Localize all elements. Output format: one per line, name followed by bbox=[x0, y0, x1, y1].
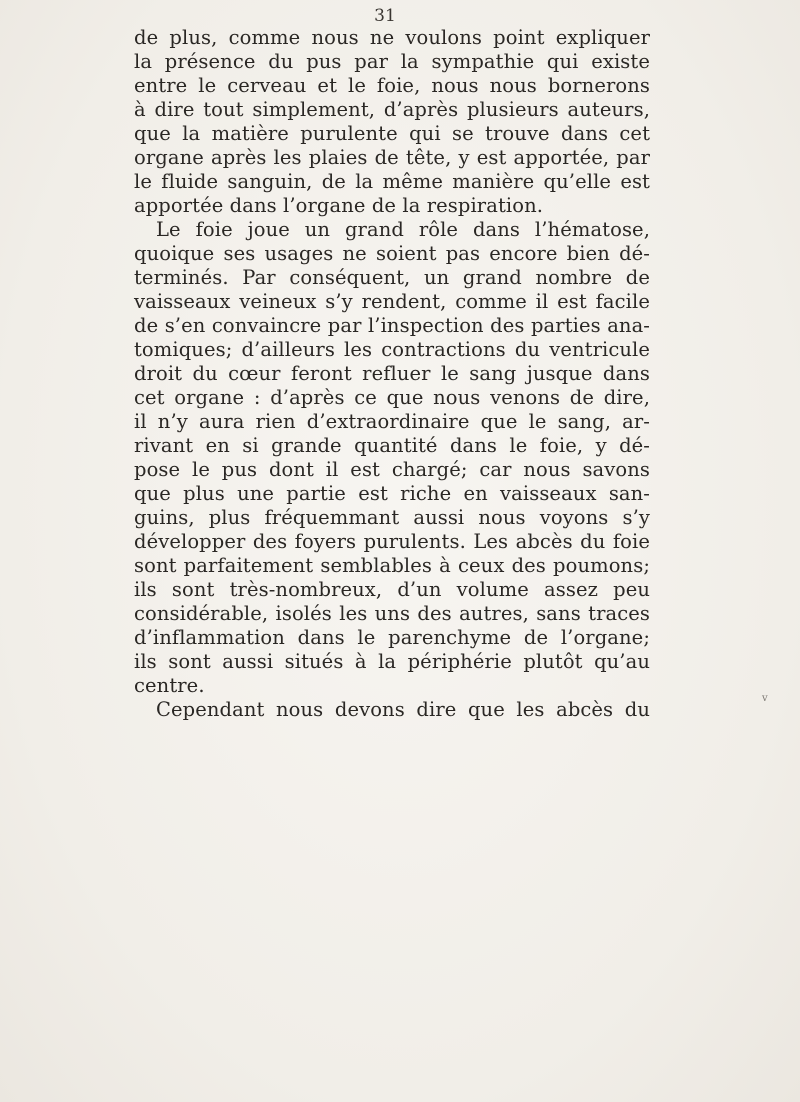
text-line: rivant en si grande quantité dans le foie, y dé- bbox=[134, 434, 650, 457]
text-line: cet organe : d’après ce que nous venons de dire, bbox=[134, 386, 650, 409]
text-line: considérable, isolés les uns des autres, sans traces bbox=[134, 602, 650, 625]
text-line: terminés. Par conséquent, un grand nombre de bbox=[134, 266, 650, 289]
text-line: Le foie joue un grand rôle dans l’hématose, bbox=[156, 218, 650, 241]
text-line: que la matière purulente qui se trouve dans cet bbox=[134, 122, 650, 145]
text-line: pose le pus dont il est chargé; car nous savons bbox=[134, 458, 650, 481]
text-line: de plus, comme nous ne voulons point expliquer bbox=[134, 26, 650, 49]
text-line: entre le cerveau et le foie, nous nous bornerons bbox=[134, 74, 650, 97]
text-line: organe après les plaies de tête, y est apportée, par bbox=[134, 146, 650, 169]
text-line: quoique ses usages ne soient pas encore bien dé- bbox=[134, 242, 650, 265]
page-number: 31 bbox=[374, 6, 396, 26]
text-line: centre. bbox=[134, 674, 205, 697]
text-line: ils sont très-nombreux, d’un volume assez peu bbox=[134, 578, 650, 601]
text-line: à dire tout simplement, d’après plusieurs auteurs, bbox=[134, 98, 650, 121]
text-line: développer des foyers purulents. Les abcès du foie bbox=[134, 530, 650, 553]
text-line: ils sont aussi situés à la périphérie plutôt qu’au bbox=[134, 650, 650, 673]
body-text bbox=[134, 26, 650, 722]
text-line: que plus une partie est riche en vaisseaux san- bbox=[134, 482, 650, 505]
text-line: sont parfaitement semblables à ceux des poumons; bbox=[134, 554, 650, 577]
text-line: droit du cœur feront refluer le sang jusque dans bbox=[134, 362, 650, 385]
text-line: d’inflammation dans le parenchyme de l’organe; bbox=[134, 626, 650, 649]
text-line: Cependant nous devons dire que les abcès du bbox=[156, 698, 650, 721]
text-line: de s’en convaincre par l’inspection des parties ana- bbox=[134, 314, 650, 337]
margin-mark: v bbox=[762, 693, 768, 704]
text-line: tomiques; d’ailleurs les contractions du ventricule bbox=[134, 338, 650, 361]
text-line: le fluide sanguin, de la même manière qu’elle est bbox=[134, 170, 650, 193]
text-line: il n’y aura rien d’extraordinaire que le sang, ar- bbox=[134, 410, 650, 433]
text-line: la présence du pus par la sympathie qui existe bbox=[134, 50, 650, 73]
text-line: apportée dans l’organe de la respiration. bbox=[134, 194, 544, 217]
text-line: vaisseaux veineux s’y rendent, comme il est facile bbox=[134, 290, 650, 313]
text-line: guins, plus fréquemmant aussi nous voyons s’y bbox=[134, 506, 650, 529]
